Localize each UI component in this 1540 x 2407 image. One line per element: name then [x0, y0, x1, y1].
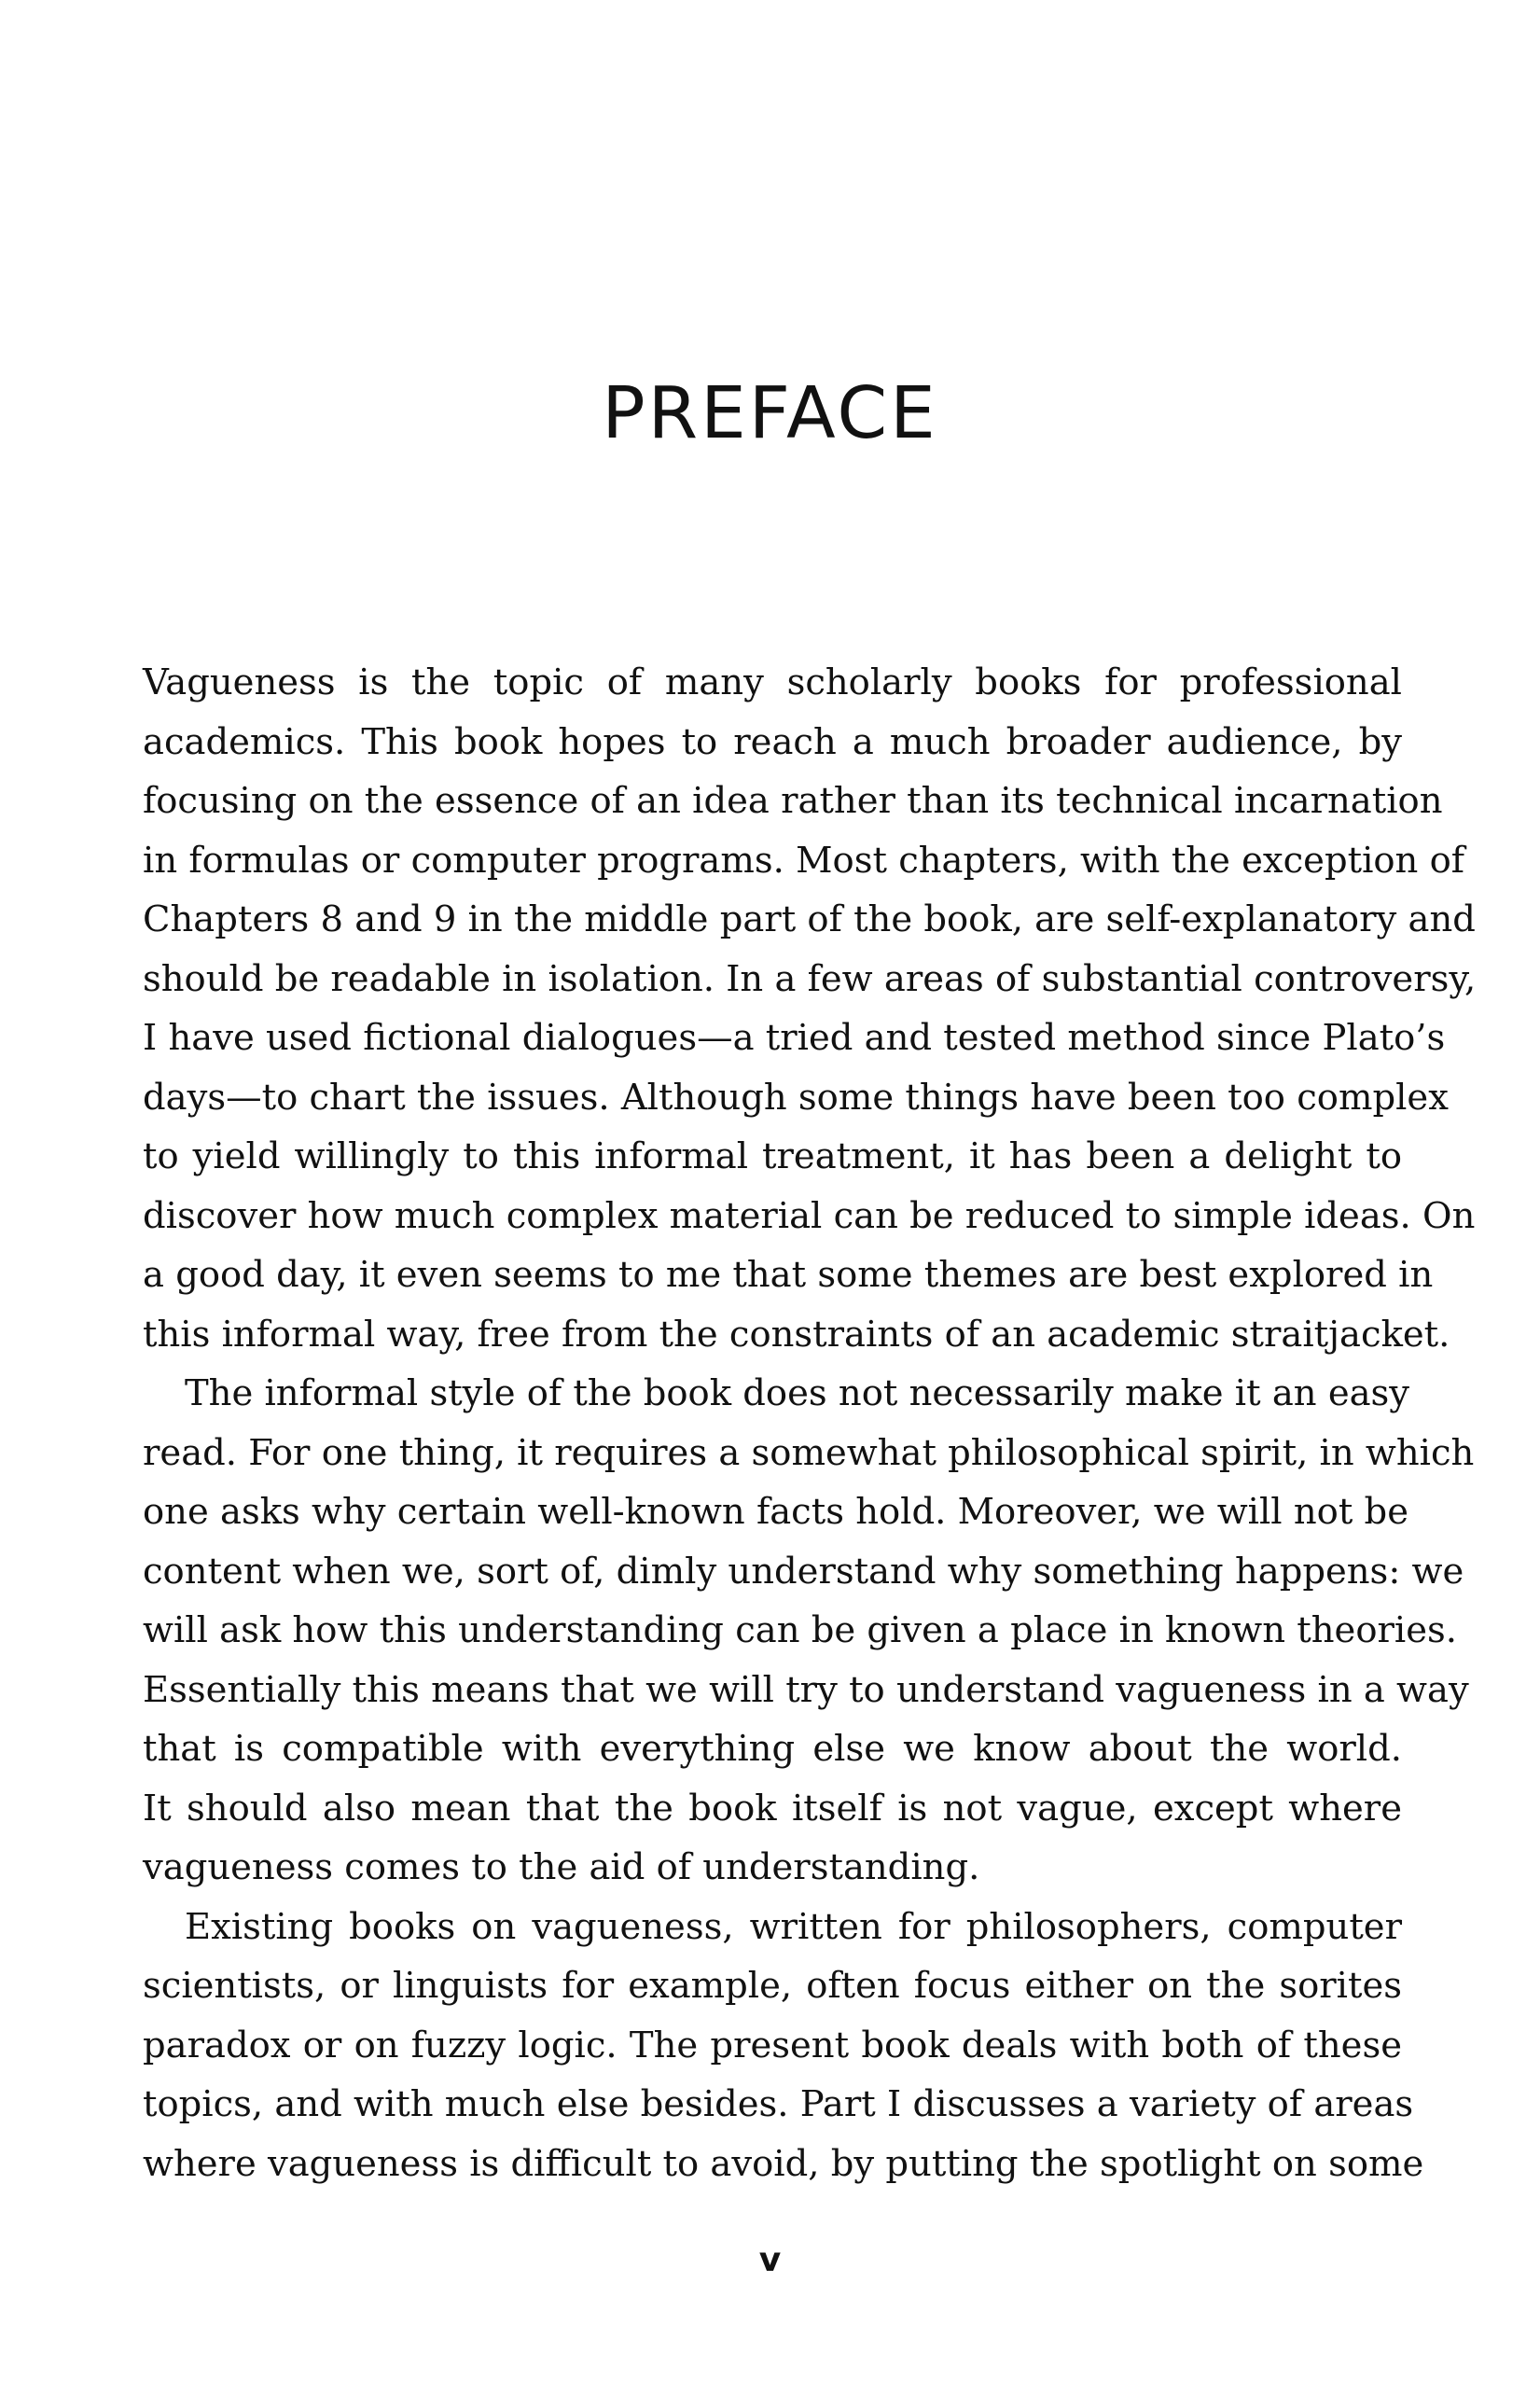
text-line: Vagueness is the topic of many scholarly books for professional [143, 661, 1402, 703]
paragraph-2 [143, 1364, 1475, 1898]
text-line: Existing books on vagueness, written for philosophers, computer [185, 1905, 1402, 1948]
text-line: Chapters 8 and 9 in the middle part of the book, are self-explanatory and [143, 898, 1476, 940]
text-line: Essentially this means that we will try to understand vagueness in a way [143, 1668, 1469, 1711]
paragraph-1 [143, 653, 1477, 1364]
page-number: v [758, 2241, 782, 2279]
text-line: a good day, it even seems to me that some themes are best explored in [143, 1254, 1434, 1296]
text-line: in formulas or computer programs. Most chapters, with the exception of [143, 839, 1465, 882]
text-line: academics. This book hopes to reach a much broader audience, by [143, 720, 1402, 763]
text-line: paradox or on fuzzy logic. The present book deals with both of these [143, 2024, 1402, 2066]
text-line: days—to chart the issues. Although some things have been too complex [143, 1076, 1449, 1119]
text-line: content when we, sort of, dimly understand why something happens: we [143, 1550, 1464, 1593]
text-line: read. For one thing, it requires a somewhat philosophical spirit, in which [143, 1431, 1475, 1474]
text-line: should be readable in isolation. In a few areas of substantial controversy, [143, 957, 1477, 1000]
text-line: will ask how this understanding can be given a place in known theories. [143, 1609, 1457, 1651]
text-line: discover how much complex material can be reduced to simple ideas. On [143, 1194, 1476, 1237]
text-line: I have used fictional dialogues—a tried and tested method since Plato’s [143, 1017, 1446, 1059]
paragraph-3 [143, 1898, 1424, 2194]
text-line: topics, and with much else besides. Part I discusses a variety of areas [143, 2083, 1414, 2125]
body-text [143, 653, 1477, 2193]
text-line: vagueness comes to the aid of understanding. [143, 1846, 980, 1888]
text-line: The informal style of the book does not necessarily make it an easy [185, 1372, 1410, 1414]
page-title: PREFACE [602, 372, 938, 455]
text-line: to yield willingly to this informal treatment, it has been a delight to [143, 1135, 1402, 1177]
text-line: this informal way, free from the constraints of an academic straitjacket. [143, 1313, 1450, 1356]
text-line: where vagueness is difficult to avoid, by putting the spotlight on some [143, 2142, 1424, 2185]
text-line: It should also mean that the book itself is not vague, except where [143, 1787, 1402, 1830]
text-line: focusing on the essence of an idea rather than its technical incarnation [143, 780, 1443, 822]
text-line: scientists, or linguists for example, often focus either on the sorites [143, 1965, 1402, 2007]
text-line: one asks why certain well-known facts hold. Moreover, we will not be [143, 1491, 1408, 1533]
text-line: that is compatible with everything else we know about the world. [143, 1728, 1402, 1770]
